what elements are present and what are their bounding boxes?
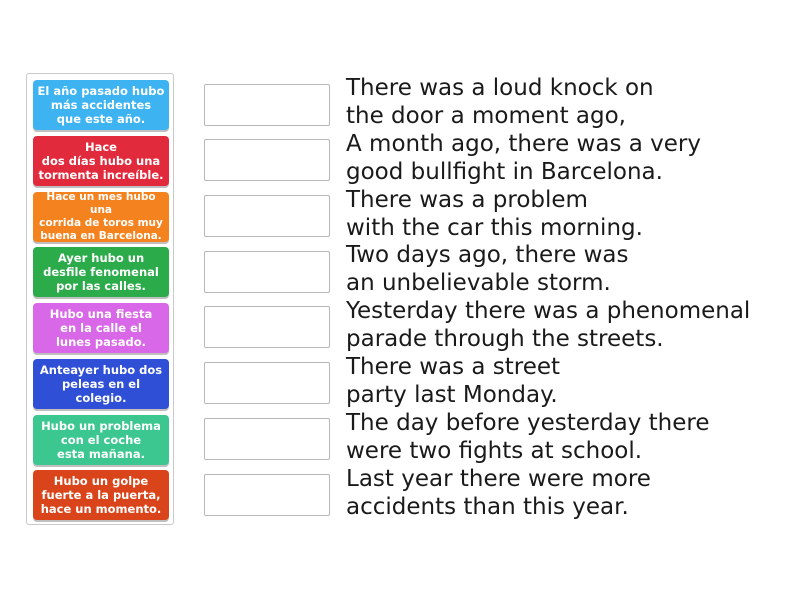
answer-tile-2[interactable]: Hace dos días hubo una tormenta increíble.: [33, 136, 169, 186]
sentence-1: There was a loud knock on the door a moment ago,: [346, 75, 654, 129]
sentence-5: Yesterday there was a phenomenal parade through the streets.: [346, 298, 751, 352]
answer-tile-1[interactable]: El año pasado hubo más accidentes que este año.: [33, 80, 169, 130]
drop-slot-3[interactable]: [204, 195, 330, 237]
sentence-4: Two days ago, there was an unbelievable storm.: [346, 242, 629, 296]
sentence-7: The day before yesterday there were two fights at school.: [346, 410, 710, 464]
sentence-8: Last year there were more accidents than this year.: [346, 466, 651, 520]
sentence-3: There was a problem with the car this morning.: [346, 187, 643, 241]
drop-slot-1[interactable]: [204, 84, 330, 126]
tile-bank: [26, 73, 174, 525]
sentence-2: A month ago, there was a very good bullfight in Barcelona.: [346, 131, 701, 185]
drop-slot-4[interactable]: [204, 251, 330, 293]
answer-tile-7[interactable]: Hubo un problema con el coche esta mañana.: [33, 415, 169, 465]
answer-tile-5[interactable]: Hubo una fiesta en la calle el lunes pasado.: [33, 303, 169, 353]
sentence-6: There was a street party last Monday.: [346, 354, 561, 408]
drop-slot-6[interactable]: [204, 362, 330, 404]
drop-slot-8[interactable]: [204, 474, 330, 516]
answer-tile-3[interactable]: Hace un mes hubo una corrida de toros muy buena en Barcelona.: [33, 192, 169, 242]
drop-slot-7[interactable]: [204, 418, 330, 460]
drop-slot-2[interactable]: [204, 139, 330, 181]
answer-tile-8[interactable]: Hubo un golpe fuerte a la puerta, hace un momento.: [33, 470, 169, 520]
drop-slot-5[interactable]: [204, 306, 330, 348]
answer-tile-6[interactable]: Anteayer hubo dos peleas en el colegio.: [33, 359, 169, 409]
answer-tile-4[interactable]: Ayer hubo un desfile fenomenal por las calles.: [33, 247, 169, 297]
